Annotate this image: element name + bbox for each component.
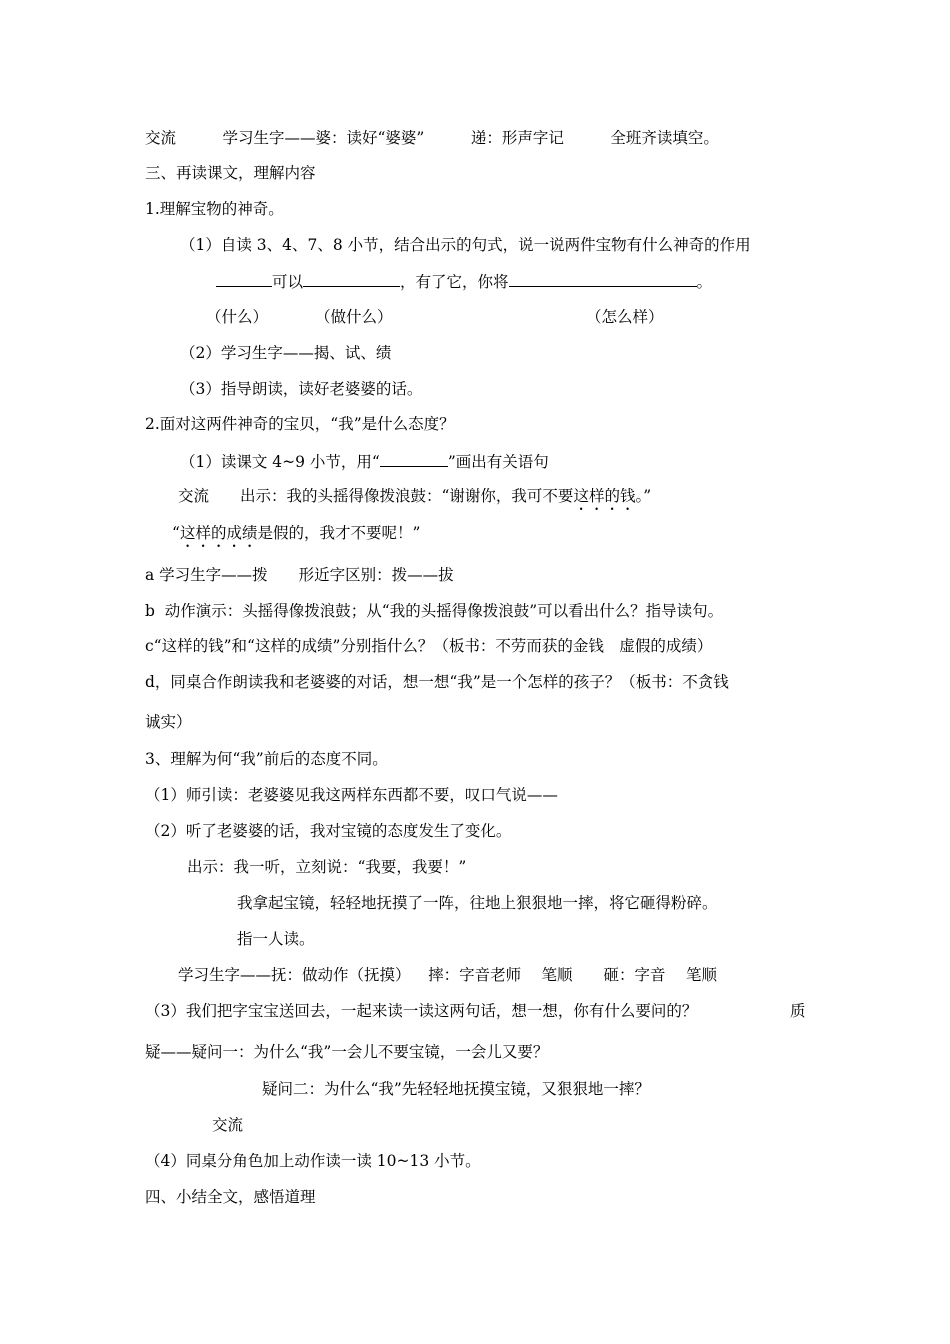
item-3-2: （2）听了老婆婆的话，我对宝镜的态度发生了变化。: [145, 822, 512, 840]
item-1-heading: 1.理解宝物的神奇。: [145, 200, 284, 218]
fill-in-sentence: [216, 270, 712, 293]
display-money-c: 。”: [635, 487, 652, 505]
display-grades-emphasis: 这样的成绩: [179, 524, 258, 542]
display-mirror-sentence: 我拿起宝镜，轻轻地抚摸了一阵，往地上狠狠地一摔，将它砸得粉碎。: [237, 894, 718, 912]
display-money-emphasis: 这样的钱: [573, 487, 636, 505]
display-money-a: 交流 出示：我的头摇得像拨浪鼓：“谢谢你，我可不要: [178, 487, 574, 505]
fill-text-can: 可以: [272, 273, 304, 291]
item-2-heading: 2.面对这两件神奇的宝贝，“我”是什么态度？: [145, 415, 455, 433]
blank-what: [216, 270, 272, 287]
one-reads: 指一人读。: [237, 930, 315, 948]
line-exchange-study: 交流 学习生字——婆：读好“婆婆” 递：形声字记 全班齐读填空。: [145, 129, 719, 147]
step-b: b 动作演示：头摇得像拨浪鼓；从“我的头摇得像拨浪鼓”可以看出什么？指导读句。: [145, 602, 724, 620]
step-d: d，同桌合作朗读我和老婆婆的对话，想一想“我”是一个怎样的孩子？（板书：不贪钱: [145, 673, 729, 691]
step-d-continued: 诚实）: [145, 713, 192, 731]
display-grades-c: 是假的，我才不要呢！”: [257, 524, 421, 542]
display-sentence-money: [178, 485, 651, 514]
display-grades-a: “: [172, 524, 180, 542]
blank-underline-mark: [380, 450, 448, 467]
hint-how: （怎么样）: [586, 308, 664, 326]
section-three-heading: 三、再读课文，理解内容: [145, 164, 316, 182]
hint-what: （什么）: [206, 308, 269, 326]
section-four-heading: 四、小结全文，感悟道理: [145, 1188, 316, 1206]
item-3-1: （1）师引读：老婆婆见我这两样东西都不要，叹口气说——: [145, 786, 558, 804]
item-2-1: [180, 450, 549, 473]
hint-do-what: （做什么）: [315, 308, 393, 326]
question-two: 疑问二：为什么“我”先轻轻地抚摸宝镜，又狠狠地一摔？: [262, 1080, 650, 1098]
step-a: a 学习生字——拨 形近字区别：拨——拔: [145, 566, 454, 584]
blank-do-what: [303, 270, 400, 287]
step-c: c“这样的钱”和“这样的成绩”分别指什么？（板书：不劳而获的金钱 虚假的成绩）: [145, 637, 713, 655]
item-1-1: （1）自读 3、4、7、8 小节，结合出示的句式，说一说两件宝物有什么神奇的作用: [180, 236, 751, 254]
blank-how: [509, 270, 697, 287]
item-1-3: （3）指导朗读，读好老婆婆的话。: [180, 380, 423, 398]
fill-text-with-it: ，有了它，你将: [400, 273, 509, 291]
item-3-3: （3）我们把字宝宝送回去，一起来读一读这两句话，想一想，你有什么要问的？: [145, 1002, 698, 1020]
exchange: 交流: [212, 1116, 244, 1134]
item-3-heading: 3、理解为何“我”前后的态度不同。: [145, 750, 388, 768]
fill-text-period: 。: [696, 273, 713, 291]
study-new-characters: 学习生字——抚：做动作（抚摸） 摔：字音老师 笔顺 砸：字音 笔顺: [178, 966, 717, 984]
display-sentence-grades: [172, 522, 420, 551]
item-3-4: （4）同桌分角色加上动作读一读 10~13 小节。: [145, 1152, 481, 1170]
item-2-1-text-a: （1）读课文 4~9 小节，用“: [180, 453, 380, 471]
item-2-1-text-b: ”画出有关语句: [447, 453, 549, 471]
item-1-2: （2）学习生字——揭、试、绩: [180, 344, 392, 362]
display-i-want: 出示：我一听，立刻说：“我要，我要！”: [187, 858, 467, 876]
item-3-3-tail: 质: [790, 1002, 806, 1020]
question-one: 疑——疑问一：为什么“我”一会儿不要宝镜，一会儿又要？: [145, 1043, 549, 1061]
